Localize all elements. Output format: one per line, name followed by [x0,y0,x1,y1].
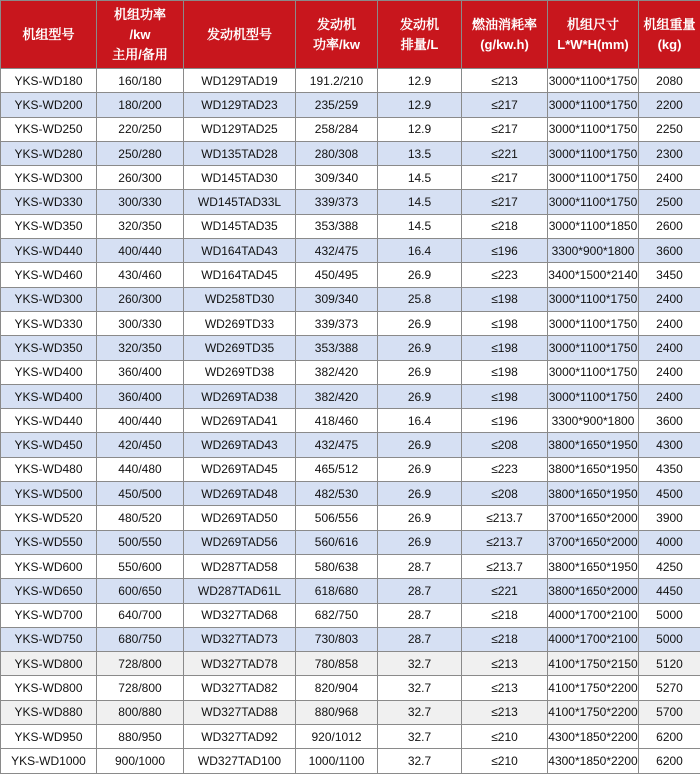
cell-col-fuel-consumption: ≤221 [462,141,548,165]
cell-col-unit-power: 430/460 [97,263,184,287]
cell-col-weight: 4250 [639,554,700,578]
cell-col-engine-power: 280/308 [296,141,378,165]
cell-col-model: YKS-WD180 [1,69,97,93]
cell-col-engine-power: 258/284 [296,117,378,141]
cell-col-model: YKS-WD300 [1,287,97,311]
cell-col-engine-power: 506/556 [296,506,378,530]
cell-col-weight: 5000 [639,627,700,651]
cell-col-dimensions: 3800*1650*1950 [548,457,639,481]
cell-col-model: YKS-WD480 [1,457,97,481]
cell-col-weight: 2400 [639,384,700,408]
cell-col-engine-power: 235/259 [296,93,378,117]
cell-col-fuel-consumption: ≤198 [462,360,548,384]
cell-col-displacement: 26.9 [378,360,462,384]
cell-col-model: YKS-WD500 [1,482,97,506]
cell-col-weight: 5700 [639,700,700,724]
cell-col-displacement: 26.9 [378,482,462,506]
cell-col-displacement: 16.4 [378,409,462,433]
cell-col-displacement: 32.7 [378,749,462,773]
cell-col-fuel-consumption: ≤223 [462,263,548,287]
cell-col-displacement: 25.8 [378,287,462,311]
cell-col-weight: 2400 [639,311,700,335]
cell-col-unit-power: 160/180 [97,69,184,93]
table-row [1,263,700,287]
cell-col-engine-model: WD269TAD45 [184,457,296,481]
header-line: 机组型号 [22,26,75,42]
table-row [1,141,700,165]
cell-col-engine-model: WD287TAD58 [184,554,296,578]
cell-col-engine-power: 309/340 [296,166,378,190]
cell-col-displacement: 12.9 [378,93,462,117]
cell-col-engine-model: WD269TD38 [184,360,296,384]
table-row [1,506,700,530]
cell-col-fuel-consumption: ≤210 [462,725,548,749]
header-col-engine-power [296,1,378,69]
cell-col-engine-power: 339/373 [296,190,378,214]
cell-col-dimensions: 4000*1700*2100 [548,603,639,627]
table-row [1,287,700,311]
cell-col-fuel-consumption: ≤196 [462,409,548,433]
cell-col-weight: 3900 [639,506,700,530]
cell-col-weight: 4500 [639,482,700,506]
cell-col-model: YKS-WD300 [1,166,97,190]
cell-col-weight: 3600 [639,409,700,433]
cell-col-weight: 6200 [639,725,700,749]
cell-col-engine-model: WD135TAD28 [184,141,296,165]
cell-col-unit-power: 640/700 [97,603,184,627]
cell-col-unit-power: 360/400 [97,360,184,384]
cell-col-displacement: 32.7 [378,676,462,700]
cell-col-dimensions: 3000*1100*1750 [548,69,639,93]
cell-col-model: YKS-WD330 [1,311,97,335]
cell-col-model: YKS-WD450 [1,433,97,457]
cell-col-unit-power: 360/400 [97,384,184,408]
cell-col-engine-model: WD164TAD45 [184,263,296,287]
table-row [1,311,700,335]
cell-col-weight: 4350 [639,457,700,481]
header-col-displacement [378,1,462,69]
cell-col-fuel-consumption: ≤213.7 [462,530,548,554]
cell-col-model: YKS-WD950 [1,725,97,749]
cell-col-model: YKS-WD400 [1,360,97,384]
cell-col-dimensions: 4100*1750*2200 [548,676,639,700]
cell-col-fuel-consumption: ≤213 [462,652,548,676]
cell-col-displacement: 16.4 [378,239,462,263]
cell-col-engine-power: 482/530 [296,482,378,506]
cell-col-engine-model: WD327TAD78 [184,652,296,676]
cell-col-unit-power: 220/250 [97,117,184,141]
header-line: 发动机 [316,16,356,32]
cell-col-model: YKS-WD800 [1,676,97,700]
cell-col-engine-model: WD269TAD48 [184,482,296,506]
cell-col-fuel-consumption: ≤213.7 [462,554,548,578]
cell-col-dimensions: 3800*1650*1950 [548,433,639,457]
cell-col-dimensions: 4100*1750*2150 [548,652,639,676]
cell-col-displacement: 26.9 [378,263,462,287]
table-row [1,360,700,384]
cell-col-unit-power: 320/350 [97,214,184,238]
cell-col-dimensions: 3700*1650*2000 [548,530,639,554]
cell-col-engine-power: 450/495 [296,263,378,287]
cell-col-displacement: 26.9 [378,506,462,530]
cell-col-unit-power: 680/750 [97,627,184,651]
cell-col-engine-power: 730/803 [296,627,378,651]
cell-col-unit-power: 450/500 [97,482,184,506]
cell-col-displacement: 32.7 [378,700,462,724]
table-row [1,482,700,506]
cell-col-weight: 5000 [639,603,700,627]
cell-col-unit-power: 400/440 [97,239,184,263]
cell-col-dimensions: 4100*1750*2200 [548,700,639,724]
cell-col-fuel-consumption: ≤217 [462,190,548,214]
cell-col-unit-power: 800/880 [97,700,184,724]
cell-col-fuel-consumption: ≤196 [462,239,548,263]
cell-col-unit-power: 440/480 [97,457,184,481]
cell-col-engine-power: 580/638 [296,554,378,578]
cell-col-fuel-consumption: ≤213 [462,69,548,93]
cell-col-displacement: 32.7 [378,652,462,676]
header-line: 排量/L [400,36,439,52]
cell-col-weight: 4450 [639,579,700,603]
cell-col-engine-power: 353/388 [296,336,378,360]
cell-col-engine-model: WD145TAD33L [184,190,296,214]
cell-col-engine-power: 465/512 [296,457,378,481]
cell-col-unit-power: 900/1000 [97,749,184,773]
cell-col-model: YKS-WD460 [1,263,97,287]
cell-col-weight: 3450 [639,263,700,287]
cell-col-unit-power: 260/300 [97,166,184,190]
cell-col-weight: 4000 [639,530,700,554]
header-col-fuel-consumption [462,1,548,69]
cell-col-engine-power: 382/420 [296,384,378,408]
cell-col-engine-power: 432/475 [296,433,378,457]
cell-col-fuel-consumption: ≤210 [462,749,548,773]
cell-col-fuel-consumption: ≤218 [462,214,548,238]
table-row [1,457,700,481]
cell-col-fuel-consumption: ≤213 [462,700,548,724]
cell-col-engine-model: WD129TAD25 [184,117,296,141]
cell-col-engine-model: WD129TAD19 [184,69,296,93]
cell-col-dimensions: 3000*1100*1750 [548,93,639,117]
cell-col-unit-power: 300/330 [97,190,184,214]
cell-col-unit-power: 300/330 [97,311,184,335]
table-row [1,93,700,117]
cell-col-fuel-consumption: ≤217 [462,93,548,117]
table-row [1,166,700,190]
cell-col-dimensions: 3000*1100*1850 [548,214,639,238]
cell-col-displacement: 32.7 [378,725,462,749]
table-row [1,433,700,457]
table-row [1,652,700,676]
cell-col-engine-power: 820/904 [296,676,378,700]
header-line: 机组重量 [643,16,696,32]
header-col-unit-power [97,1,184,69]
cell-col-fuel-consumption: ≤208 [462,482,548,506]
cell-col-engine-power: 382/420 [296,360,378,384]
header-col-model [1,1,97,69]
cell-col-displacement: 28.7 [378,579,462,603]
header-line: (g/kw.h) [480,36,529,52]
cell-col-weight: 2250 [639,117,700,141]
cell-col-fuel-consumption: ≤223 [462,457,548,481]
table-row [1,69,700,93]
cell-col-engine-model: WD327TAD68 [184,603,296,627]
cell-col-dimensions: 4000*1700*2100 [548,627,639,651]
cell-col-dimensions: 3800*1650*2000 [548,579,639,603]
cell-col-engine-power: 920/1012 [296,725,378,749]
table-row [1,579,700,603]
cell-col-displacement: 26.9 [378,530,462,554]
cell-col-weight: 2500 [639,190,700,214]
cell-col-displacement: 26.9 [378,433,462,457]
cell-col-unit-power: 400/440 [97,409,184,433]
cell-col-engine-model: WD269TAD56 [184,530,296,554]
cell-col-fuel-consumption: ≤198 [462,287,548,311]
header-row [1,1,700,69]
cell-col-dimensions: 3000*1100*1750 [548,190,639,214]
cell-col-displacement: 14.5 [378,214,462,238]
cell-col-weight: 2600 [639,214,700,238]
cell-col-model: YKS-WD250 [1,117,97,141]
cell-col-unit-power: 420/450 [97,433,184,457]
table-row [1,700,700,724]
cell-col-displacement: 26.9 [378,457,462,481]
cell-col-dimensions: 3300*900*1800 [548,239,639,263]
cell-col-unit-power: 260/300 [97,287,184,311]
cell-col-fuel-consumption: ≤218 [462,627,548,651]
cell-col-dimensions: 4300*1850*2200 [548,749,639,773]
cell-col-dimensions: 3700*1650*2000 [548,506,639,530]
cell-col-fuel-consumption: ≤218 [462,603,548,627]
cell-col-displacement: 12.9 [378,117,462,141]
cell-col-dimensions: 3000*1100*1750 [548,141,639,165]
cell-col-displacement: 14.5 [378,166,462,190]
cell-col-model: YKS-WD600 [1,554,97,578]
cell-col-unit-power: 728/800 [97,676,184,700]
cell-col-engine-model: WD145TAD30 [184,166,296,190]
cell-col-unit-power: 480/520 [97,506,184,530]
cell-col-engine-model: WD327TAD73 [184,627,296,651]
cell-col-dimensions: 3000*1100*1750 [548,311,639,335]
cell-col-unit-power: 320/350 [97,336,184,360]
cell-col-unit-power: 500/550 [97,530,184,554]
cell-col-displacement: 13.5 [378,141,462,165]
cell-col-engine-model: WD327TAD100 [184,749,296,773]
header-line: 燃油消耗率 [471,16,537,32]
header-col-dimensions [548,1,639,69]
cell-col-fuel-consumption: ≤217 [462,166,548,190]
table-row [1,384,700,408]
cell-col-dimensions: 3800*1650*1950 [548,482,639,506]
cell-col-fuel-consumption: ≤221 [462,579,548,603]
cell-col-engine-model: WD327TAD92 [184,725,296,749]
cell-col-displacement: 26.9 [378,311,462,335]
cell-col-displacement: 26.9 [378,336,462,360]
cell-col-fuel-consumption: ≤198 [462,311,548,335]
cell-col-engine-power: 432/475 [296,239,378,263]
cell-col-engine-model: WD164TAD43 [184,239,296,263]
cell-col-model: YKS-WD200 [1,93,97,117]
cell-col-dimensions: 3000*1100*1750 [548,360,639,384]
cell-col-fuel-consumption: ≤198 [462,384,548,408]
cell-col-unit-power: 728/800 [97,652,184,676]
cell-col-engine-model: WD269TAD50 [184,506,296,530]
header-line: 功率/kw [313,36,360,52]
table-row [1,627,700,651]
cell-col-weight: 4300 [639,433,700,457]
cell-col-displacement: 26.9 [378,384,462,408]
cell-col-engine-power: 880/968 [296,700,378,724]
table-row [1,530,700,554]
cell-col-engine-power: 618/680 [296,579,378,603]
cell-col-weight: 2400 [639,166,700,190]
cell-col-displacement: 28.7 [378,554,462,578]
cell-col-unit-power: 600/650 [97,579,184,603]
cell-col-dimensions: 3300*900*1800 [548,409,639,433]
cell-col-engine-model: WD327TAD88 [184,700,296,724]
cell-col-weight: 2400 [639,360,700,384]
table-row [1,190,700,214]
cell-col-dimensions: 3000*1100*1750 [548,117,639,141]
header-line: (kg) [657,36,682,52]
cell-col-model: YKS-WD880 [1,700,97,724]
cell-col-engine-power: 418/460 [296,409,378,433]
cell-col-model: YKS-WD350 [1,214,97,238]
cell-col-weight: 2080 [639,69,700,93]
cell-col-engine-model: WD145TAD35 [184,214,296,238]
cell-col-fuel-consumption: ≤198 [462,336,548,360]
cell-col-engine-power: 353/388 [296,214,378,238]
cell-col-weight: 6200 [639,749,700,773]
cell-col-engine-power: 191.2/210 [296,69,378,93]
header-line: L*W*H(mm) [557,36,629,52]
cell-col-displacement: 28.7 [378,627,462,651]
cell-col-model: YKS-WD350 [1,336,97,360]
cell-col-dimensions: 3000*1100*1750 [548,384,639,408]
cell-col-displacement: 28.7 [378,603,462,627]
cell-col-fuel-consumption: ≤213.7 [462,506,548,530]
cell-col-model: YKS-WD440 [1,239,97,263]
cell-col-fuel-consumption: ≤208 [462,433,548,457]
cell-col-displacement: 12.9 [378,69,462,93]
cell-col-weight: 2400 [639,336,700,360]
header-line: 主用/备用 [112,46,168,62]
cell-col-weight: 2300 [639,141,700,165]
header-line: /kw [129,26,151,42]
cell-col-model: YKS-WD330 [1,190,97,214]
cell-col-engine-model: WD269TAD38 [184,384,296,408]
cell-col-engine-power: 339/373 [296,311,378,335]
cell-col-engine-model: WD269TAD43 [184,433,296,457]
cell-col-engine-power: 780/858 [296,652,378,676]
table-row [1,409,700,433]
table-row [1,117,700,141]
cell-col-engine-power: 1000/1100 [296,749,378,773]
cell-col-dimensions: 3800*1650*1950 [548,554,639,578]
cell-col-engine-model: WD287TAD61L [184,579,296,603]
cell-col-engine-power: 309/340 [296,287,378,311]
header-line: 机组功率 [113,6,166,22]
cell-col-unit-power: 550/600 [97,554,184,578]
table-row [1,725,700,749]
cell-col-unit-power: 250/280 [97,141,184,165]
cell-col-weight: 3600 [639,239,700,263]
cell-col-unit-power: 880/950 [97,725,184,749]
cell-col-dimensions: 3000*1100*1750 [548,166,639,190]
cell-col-dimensions: 3400*1500*2140 [548,263,639,287]
table-row [1,749,700,773]
cell-col-engine-model: WD327TAD82 [184,676,296,700]
cell-col-engine-model: WD258TD30 [184,287,296,311]
table-row [1,603,700,627]
cell-col-model: YKS-WD650 [1,579,97,603]
cell-col-model: YKS-WD750 [1,627,97,651]
table-row [1,554,700,578]
header-line: 发动机 [399,16,439,32]
cell-col-model: YKS-WD1000 [1,749,97,773]
cell-col-unit-power: 180/200 [97,93,184,117]
cell-col-model: YKS-WD520 [1,506,97,530]
cell-col-fuel-consumption: ≤213 [462,676,548,700]
header-line: 机组尺寸 [566,16,619,32]
cell-col-engine-power: 682/750 [296,603,378,627]
table-row [1,676,700,700]
header-line: 发动机型号 [206,26,272,42]
table-row [1,336,700,360]
cell-col-dimensions: 4300*1850*2200 [548,725,639,749]
cell-col-model: YKS-WD800 [1,652,97,676]
cell-col-dimensions: 3000*1100*1750 [548,287,639,311]
cell-col-weight: 5120 [639,652,700,676]
table-row [1,239,700,263]
cell-col-weight: 5270 [639,676,700,700]
cell-col-fuel-consumption: ≤217 [462,117,548,141]
cell-col-engine-model: WD269TD35 [184,336,296,360]
cell-col-engine-model: WD269TAD41 [184,409,296,433]
cell-col-model: YKS-WD550 [1,530,97,554]
cell-col-weight: 2200 [639,93,700,117]
header-col-engine-model [184,1,296,69]
cell-col-model: YKS-WD440 [1,409,97,433]
cell-col-engine-model: WD269TD33 [184,311,296,335]
cell-col-engine-model: WD129TAD23 [184,93,296,117]
cell-col-displacement: 14.5 [378,190,462,214]
cell-col-model: YKS-WD280 [1,141,97,165]
header-col-weight [639,1,700,69]
table-row [1,214,700,238]
table-body [1,69,700,774]
cell-col-weight: 2400 [639,287,700,311]
cell-col-model: YKS-WD700 [1,603,97,627]
cell-col-dimensions: 3000*1100*1750 [548,336,639,360]
cell-col-model: YKS-WD400 [1,384,97,408]
cell-col-engine-power: 560/616 [296,530,378,554]
